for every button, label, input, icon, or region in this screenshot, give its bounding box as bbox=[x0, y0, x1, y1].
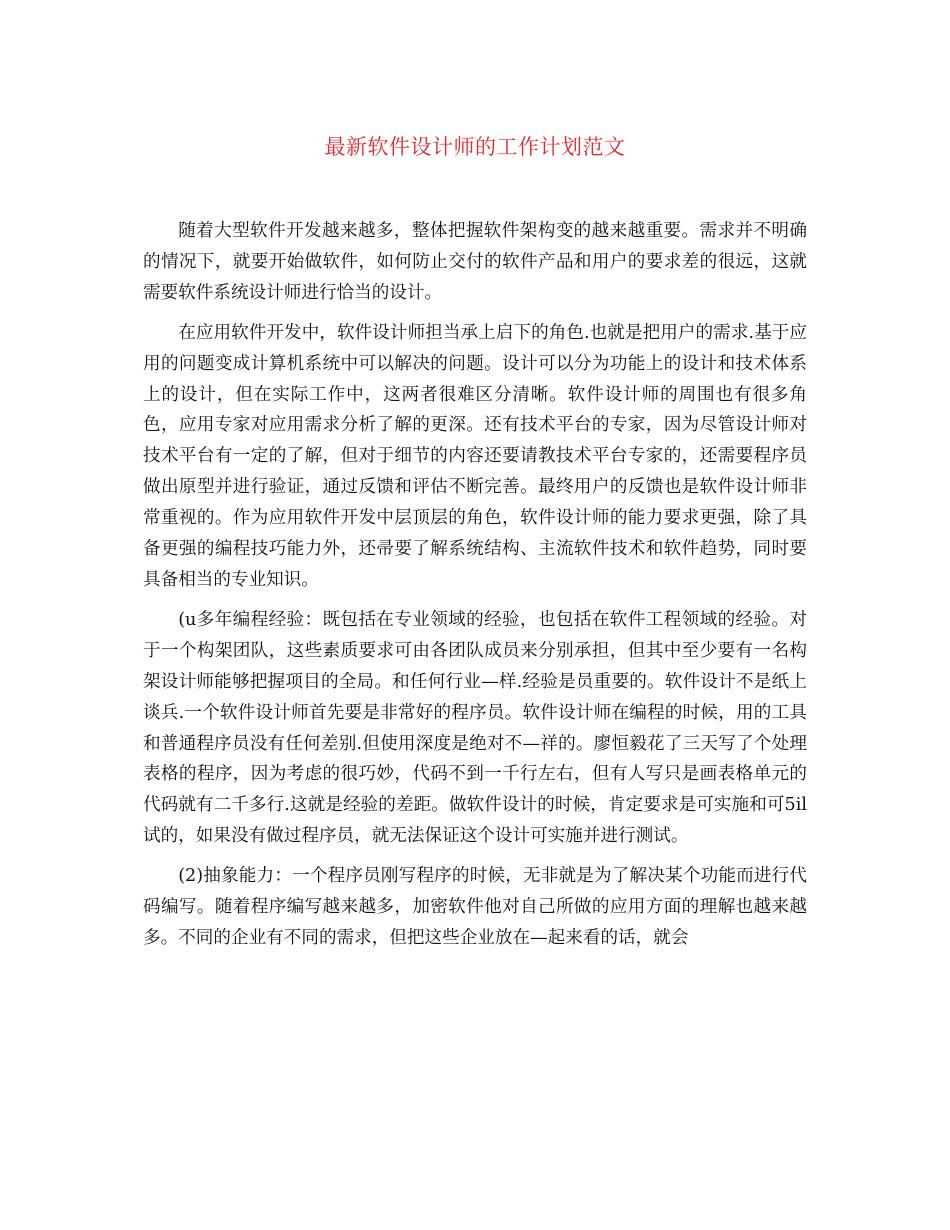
document-body bbox=[143, 216, 807, 963]
paragraph-4: (2)抽象能力：一个程序员刚写程序的时候，无非就是为了解决某个功能而进行代码编写。随着程序编写越来越多，加密软件他对自己所做的应用方面的理解也越来越多。不同的企业有不同的需求，但把这些企业放在—起来看的话，就会 bbox=[143, 866, 807, 948]
document-title: 最新软件设计师的工作计划范文 bbox=[324, 135, 626, 159]
paragraph-3: (u多年编程经验：既包括在专业领域的经验，也包括在软件工程领域的经验。对于一个构架团队，这些素质要求可由各团队成员来分别承担，但其中至少要有一名构架设计师能够把握项目的全局。和任何行业—样.经验是员重要的。软件设计不是纸上谈兵.一个软件设计师首先要是非常好的程序员。软件设计师在编程的时候，用的工具和普通程序员没有任何差别.但使用深度是绝对不—祥的。廖恒毅花了三天写了个处理表格的程序，因为考虑的很巧妙，代码不到一千行左右，但有人写只是画表格单元的代码就有二千多行.这就是经验的差距。做软件设计的时候，肯定要求是可实施和可5il试的，如果没有做过程序员，就无法保证这个设计可实施并进行测试。 bbox=[143, 609, 807, 847]
paragraph-2: 在应用软件开发中，软件设计师担当承上启下的角色.也就是把用户的需求.基于应用的问题变成计算机系统中可以解决的问题。设计可以分为功能上的设计和技术体系上的设计，但在实际工作中，这两者很难区分清晰。软件设计师的周围也有很多角色，应用专家对应用需求分析了解的更深。还有技术平台的专家，因为尽管设计师对技术平台有一定的了解，但对于细节的内容还要请教技术平台专家的，还需要程序员做出原型并进行验证，通过反馈和评估不断完善。最终用户的反馈也是软件设计师非常重视的。作为应用软件开发中层顶层的角色，软件设计师的能力要求更强，除了具备更强的编程技巧能力外，还帚要了解系统结构、主流软件技术和软件趋势，同时要具备相当的专业知识。 bbox=[143, 322, 807, 590]
paragraph-1: 随着大型软件开发越来越多，整体把握软件架构变的越来越重要。需求并不明确的情况下，就要开始做软件，如何防止交付的软件产品和用户的要求差的很远，这就需要软件系统设计师进行恰当的设计。 bbox=[143, 221, 807, 303]
